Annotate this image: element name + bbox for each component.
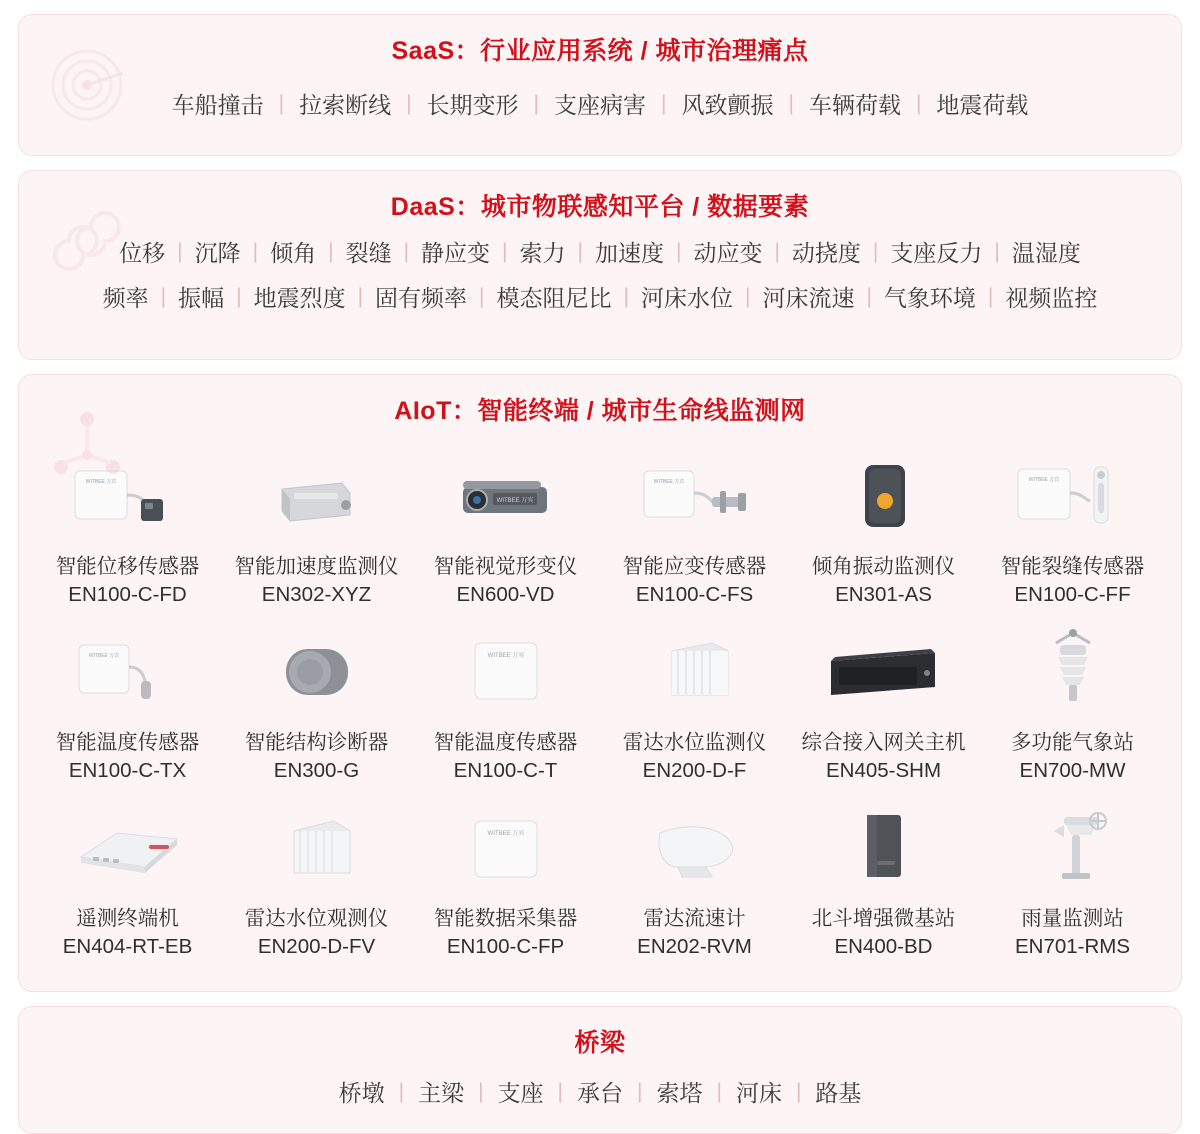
infographic-page [0, 14, 1200, 1123]
svg-text:WITBEE 万宾: WITBEE 万宾 [85, 479, 116, 485]
daas-title: DaaS：城市物联感知平台 / 数据要素 [390, 193, 810, 221]
device-model: EN600-VD [456, 583, 555, 606]
device-model: EN202-RVM [637, 935, 752, 958]
separator: | [774, 240, 780, 263]
svg-text:WITBEE 万宾: WITBEE 万宾 [487, 653, 524, 659]
radar-water-level-icon [620, 625, 770, 717]
separator: | [637, 1080, 643, 1103]
separator: | [533, 92, 539, 115]
device-model: EN100-C-FP [446, 935, 565, 958]
saas-section [18, 14, 1182, 156]
daas-item[interactable]: 倾角 [270, 240, 317, 266]
separator: | [623, 285, 629, 308]
device-grid [19, 433, 1181, 981]
bridge-item[interactable]: 承台 [577, 1080, 623, 1106]
device-name: 综合接入网关主机 [801, 731, 966, 754]
telemetry-terminal-icon [53, 801, 203, 893]
device-card[interactable] [600, 795, 789, 969]
device-card[interactable] [978, 443, 1167, 617]
device-card[interactable] [978, 795, 1167, 969]
device-card[interactable] [789, 795, 978, 969]
device-name: 智能温度传感器 [433, 731, 578, 754]
daas-item[interactable]: 振幅 [178, 285, 225, 311]
bridge-section [18, 1006, 1182, 1134]
weather-station-icon [998, 625, 1148, 717]
separator: | [788, 92, 794, 115]
separator: | [987, 285, 994, 308]
bridge-item[interactable]: 河床 [735, 1080, 782, 1106]
separator: | [479, 285, 485, 308]
device-name: 北斗增强微基站 [811, 907, 956, 930]
daas-item[interactable]: 静应变 [421, 240, 491, 266]
daas-item[interactable]: 沉降 [194, 240, 241, 266]
daas-item[interactable]: 河床流速 [762, 285, 855, 311]
device-name: 智能裂缝传感器 [1000, 555, 1145, 578]
daas-item-row-2 [19, 278, 1181, 323]
device-card[interactable] [978, 619, 1167, 793]
daas-item[interactable]: 频率 [102, 285, 149, 311]
device-card[interactable] [411, 443, 600, 617]
device-model: EN405-SHM [825, 759, 942, 782]
device-model: EN701-RMS [1014, 935, 1131, 958]
bridge-item[interactable]: 路基 [815, 1080, 862, 1106]
daas-item[interactable]: 索力 [519, 240, 566, 266]
device-model: EN100-C-FF [1014, 583, 1131, 606]
device-name: 智能温度传感器 [55, 731, 200, 754]
device-name: 智能结构诊断器 [244, 731, 389, 754]
data-collector-icon [431, 801, 581, 893]
vision-camera-icon [431, 449, 581, 541]
device-card[interactable] [411, 795, 600, 969]
svg-text:WITBEE 万宾: WITBEE 万宾 [496, 498, 533, 504]
device-model: EN100-C-T [453, 759, 558, 782]
daas-item[interactable]: 气象环境 [883, 285, 976, 311]
device-model: EN404-RT-EB [62, 935, 193, 958]
device-model: EN100-C-FS [635, 583, 754, 606]
radar-water-observer-icon [242, 801, 392, 893]
daas-item[interactable]: 动挠度 [791, 240, 861, 266]
temperature-sensor-icon [53, 625, 203, 717]
temperature-panel-icon [431, 625, 581, 717]
device-model: EN301-AS [835, 583, 932, 606]
daas-item[interactable]: 固有频率 [375, 285, 468, 311]
bridge-item[interactable]: 索塔 [656, 1080, 703, 1106]
separator: | [406, 92, 412, 115]
separator: | [577, 240, 583, 263]
bridge-item-row [19, 1065, 1181, 1118]
device-name: 智能加速度监测仪 [234, 555, 399, 578]
separator: | [915, 92, 922, 115]
daas-item[interactable]: 模态阻尼比 [496, 285, 612, 311]
separator: | [866, 285, 872, 308]
device-name: 雷达水位观测仪 [244, 907, 389, 930]
device-name: 倾角振动监测仪 [811, 555, 956, 578]
beidou-micro-station-icon [809, 801, 959, 893]
device-model: EN200-D-FV [257, 935, 376, 958]
inclination-vibration-icon [809, 449, 959, 541]
separator: | [398, 1080, 405, 1103]
saas-item[interactable]: 车船撞击 [171, 92, 264, 118]
device-model: EN400-BD [834, 935, 933, 958]
separator: | [236, 285, 242, 308]
device-name: 雨量监测站 [1021, 907, 1124, 930]
device-model: EN200-D-F [642, 759, 747, 782]
device-name: 遥测终端机 [76, 907, 179, 930]
device-name: 智能应变传感器 [622, 555, 767, 578]
daas-item[interactable]: 加速度 [594, 240, 664, 266]
structure-diagnoser-icon [242, 625, 392, 717]
separator: | [328, 240, 334, 263]
strain-sensor-icon [620, 449, 770, 541]
separator: | [872, 240, 879, 263]
device-card[interactable] [33, 795, 222, 969]
device-card[interactable] [222, 619, 411, 793]
separator: | [252, 240, 259, 263]
radar-flow-meter-icon [620, 801, 770, 893]
saas-item[interactable]: 车辆荷载 [808, 92, 901, 118]
saas-item[interactable]: 支座病害 [554, 92, 646, 118]
daas-item[interactable]: 河床水位 [640, 285, 733, 311]
daas-item[interactable]: 裂缝 [345, 240, 392, 266]
bridge-title: 桥梁 [574, 1029, 626, 1057]
device-card[interactable] [33, 619, 222, 793]
daas-item-row-1 [19, 229, 1181, 278]
separator: | [160, 285, 167, 308]
rain-gauge-station-icon [998, 801, 1148, 893]
separator: | [177, 240, 183, 263]
daas-item[interactable]: 视频监控 [1005, 285, 1098, 311]
separator: | [994, 240, 1000, 263]
displacement-sensor-icon [53, 449, 203, 541]
device-card[interactable] [789, 619, 978, 793]
saas-item[interactable]: 长期变形 [426, 92, 519, 118]
device-model: EN100-C-FD [68, 583, 187, 606]
daas-item[interactable]: 温湿度 [1011, 240, 1081, 266]
daas-item[interactable]: 地震烈度 [253, 285, 346, 311]
separator: | [716, 1080, 722, 1103]
bridge-item[interactable]: 主梁 [418, 1080, 465, 1106]
daas-section [18, 170, 1182, 360]
separator: | [557, 1080, 563, 1103]
separator: | [278, 92, 285, 115]
device-card[interactable] [600, 619, 789, 793]
device-name: 雷达水位监测仪 [622, 731, 767, 754]
device-name: 多功能气象站 [1011, 731, 1134, 754]
saas-item[interactable]: 地震荷载 [936, 92, 1029, 118]
crack-sensor-icon [998, 449, 1148, 541]
separator: | [675, 240, 682, 263]
daas-item[interactable]: 支座反力 [890, 240, 983, 266]
device-name: 智能数据采集器 [433, 907, 578, 930]
svg-text:WITBEE 万宾: WITBEE 万宾 [1028, 477, 1059, 483]
bridge-item[interactable]: 桥墩 [338, 1080, 385, 1106]
device-card[interactable] [222, 443, 411, 617]
saas-item[interactable]: 拉索断线 [299, 92, 392, 118]
device-model: EN700-MW [1019, 759, 1126, 782]
device-card[interactable] [600, 443, 789, 617]
svg-text:WITBEE 万宾: WITBEE 万宾 [487, 831, 524, 837]
device-card[interactable] [789, 443, 978, 617]
separator: | [403, 240, 410, 263]
separator: | [502, 240, 508, 263]
daas-item[interactable]: 位移 [119, 240, 166, 266]
accelerometer-icon [242, 449, 392, 541]
separator: | [744, 285, 751, 308]
saas-item-row [19, 73, 1181, 130]
device-name: 智能视觉形变仪 [433, 555, 578, 578]
device-model: EN100-C-TX [68, 759, 187, 782]
saas-title: SaaS：行业应用系统 / 城市治理痛点 [391, 37, 809, 65]
saas-item[interactable]: 风致颤振 [681, 92, 774, 118]
separator: | [357, 285, 364, 308]
device-card[interactable] [411, 619, 600, 793]
device-card[interactable] [33, 443, 222, 617]
device-model: EN300-G [273, 759, 360, 782]
svg-text:WITBEE 万宾: WITBEE 万宾 [88, 653, 119, 659]
gateway-host-icon [809, 625, 959, 717]
device-card[interactable] [222, 795, 411, 969]
separator: | [478, 1080, 484, 1103]
aiot-title: AIoT：智能终端 / 城市生命线监测网 [394, 397, 806, 425]
bridge-item[interactable]: 支座 [497, 1080, 544, 1106]
separator: | [795, 1080, 802, 1103]
aiot-section [18, 374, 1182, 992]
device-name: 智能位移传感器 [55, 555, 200, 578]
device-model: EN302-XYZ [261, 583, 372, 606]
separator: | [661, 92, 667, 115]
daas-item[interactable]: 动应变 [693, 240, 763, 266]
svg-text:WITBEE 万宾: WITBEE 万宾 [653, 479, 684, 485]
device-name: 雷达流速计 [643, 907, 746, 930]
